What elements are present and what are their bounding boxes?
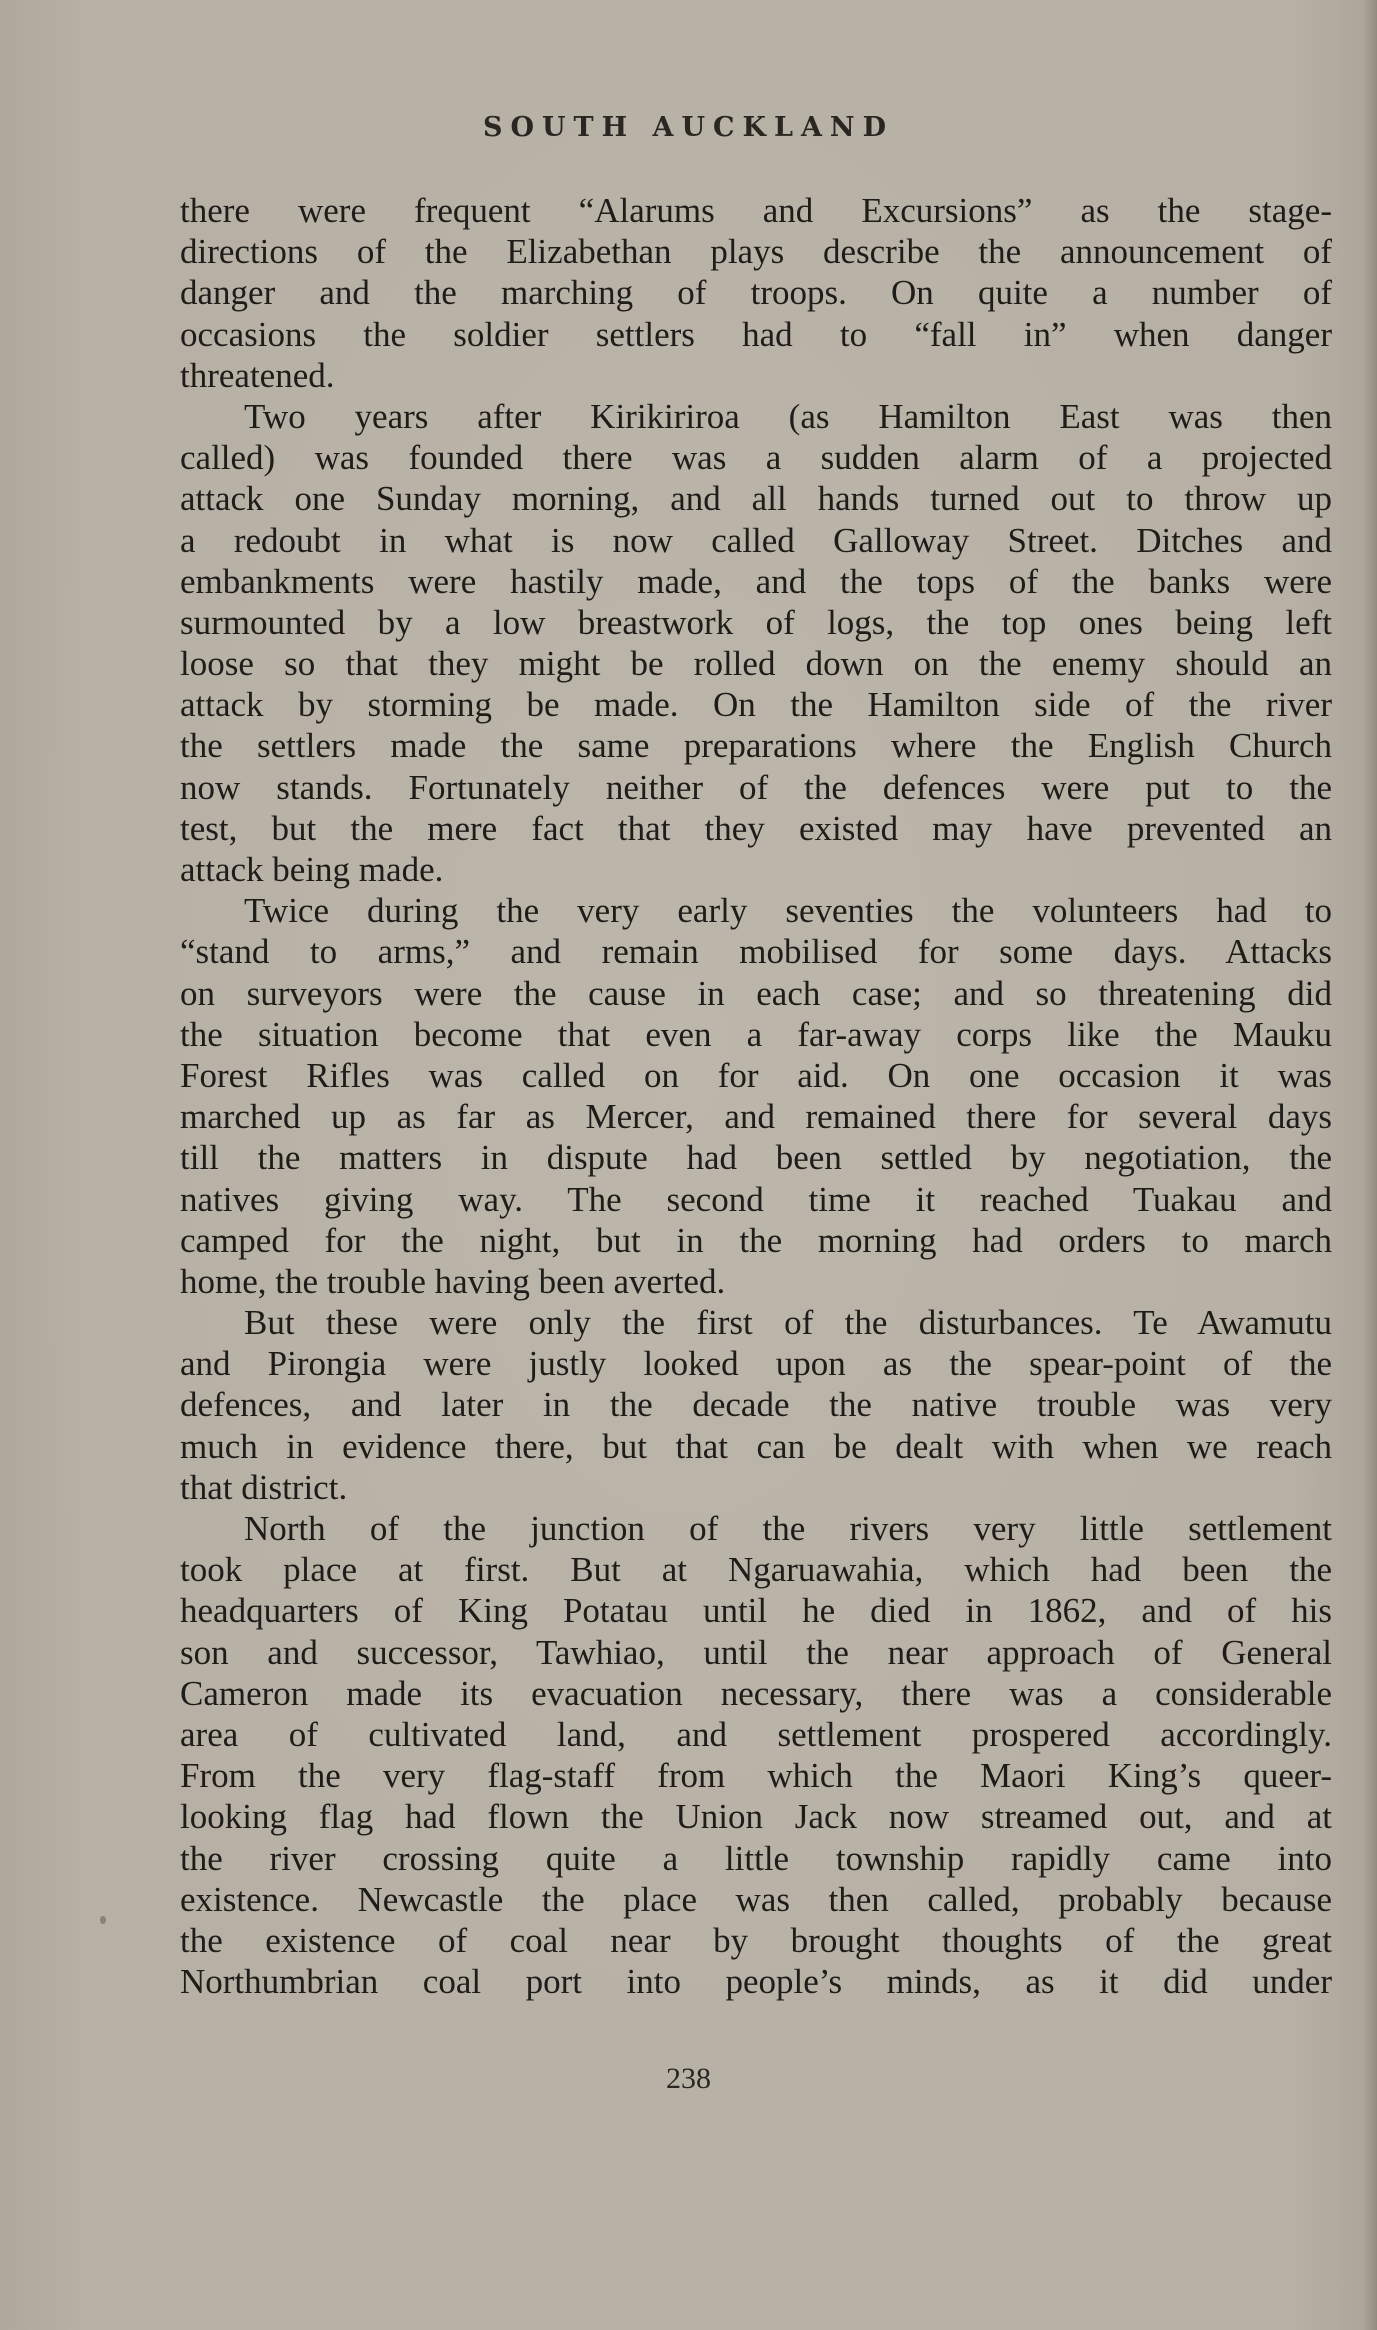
text-line: attack being made.	[180, 850, 444, 889]
text-line: now stands. Fortunately neither of the defences were put to the	[180, 767, 1332, 807]
text-line: embankments were hastily made, and the tops of the banks were	[180, 561, 1332, 601]
text-line: the river crossing quite a little township rapidly came into	[180, 1838, 1332, 1878]
text-line: a redoubt in what is now called Galloway Street. Ditches and	[180, 520, 1332, 560]
text-line: the existence of coal near by brought thoughts of the great	[180, 1920, 1332, 1960]
text-line: existence. Newcastle the place was then called, probably because	[180, 1879, 1332, 1919]
text-line: surmounted by a low breastwork of logs, the top ones being left	[180, 602, 1332, 642]
text-line: Northumbrian coal port into people’s minds, as it did under	[180, 1962, 1332, 2002]
text-line: Cameron made its evacuation necessary, there was a considerable	[180, 1673, 1332, 1713]
text-line: attack one Sunday morning, and all hands turned out to throw up	[180, 479, 1332, 519]
text-line: occasions the soldier settlers had to “fall in” when danger	[180, 314, 1332, 354]
paper-speck	[100, 1916, 106, 1924]
text-line: North of the junction of the rivers very little settlement	[244, 1509, 1332, 1548]
text-line: threatened.	[180, 355, 335, 395]
text-line: attack by storming be made. On the Hamilton side of the river	[180, 685, 1332, 725]
text-line: From the very flag-staff from which the Maori King’s queer-	[180, 1756, 1332, 1796]
text-line: danger and the marching of troops. On quite a number of	[180, 273, 1332, 313]
page-edge-shadow	[1363, 0, 1377, 2330]
text-line: that district.	[180, 1467, 348, 1507]
text-line: loose so that they might be rolled down on the enemy should an	[180, 644, 1332, 684]
text-line: marched up as far as Mercer, and remained there for several days	[180, 1097, 1332, 1137]
text-line: called) was founded there was a sudden alarm of a projected	[180, 438, 1332, 478]
running-head: SOUTH AUCKLAND	[482, 112, 895, 143]
text-line: Two years after Kirikiriroa (as Hamilton East was then	[244, 396, 1332, 436]
text-line: on surveyors were the cause in each case; and so threatening did	[180, 973, 1332, 1013]
page-number: 238	[666, 2062, 711, 2095]
text-line: the situation become that even a far-away corps like the Mauku	[180, 1014, 1332, 1054]
text-line: Forest Rifles was called on for aid. On one occasion it was	[180, 1055, 1332, 1095]
text-line: directions of the Elizabethan plays describe the announcement of	[180, 232, 1332, 272]
text-line: headquarters of King Potatau until he died in 1862, and of his	[180, 1591, 1332, 1631]
text-line: the settlers made the same preparations where the English Church	[180, 726, 1332, 766]
text-line: Twice during the very early seventies the volunteers had to	[244, 891, 1332, 931]
body-text	[180, 190, 1332, 2050]
text-line: natives giving way. The second time it reached Tuakau and	[180, 1179, 1332, 1219]
text-line: But these were only the first of the disturbances. Te Awamutu	[244, 1303, 1332, 1343]
text-line: looking flag had flown the Union Jack now streamed out, and at	[180, 1797, 1332, 1837]
text-line: test, but the mere fact that they existed may have prevented an	[180, 808, 1332, 848]
text-line: “stand to arms,” and remain mobilised for some days. Attacks	[180, 932, 1332, 972]
text-line: took place at first. But at Ngaruawahia, which had been the	[180, 1550, 1332, 1590]
text-line: area of cultivated land, and settlement prospered accordingly.	[180, 1714, 1332, 1754]
text-line: till the matters in dispute had been settled by negotiation, the	[180, 1138, 1332, 1178]
text-line: much in evidence there, but that can be dealt with when we reach	[180, 1426, 1332, 1466]
text-line: defences, and later in the decade the native trouble was very	[180, 1385, 1332, 1425]
text-line: camped for the night, but in the morning had orders to march	[180, 1220, 1332, 1260]
text-line: son and successor, Tawhiao, until the near approach of General	[180, 1632, 1332, 1672]
text-line: and Pirongia were justly looked upon as the spear-point of the	[180, 1344, 1332, 1384]
text-line: home, the trouble having been averted.	[180, 1261, 726, 1301]
text-line: there were frequent “Alarums and Excursions” as the stage-	[180, 191, 1332, 230]
